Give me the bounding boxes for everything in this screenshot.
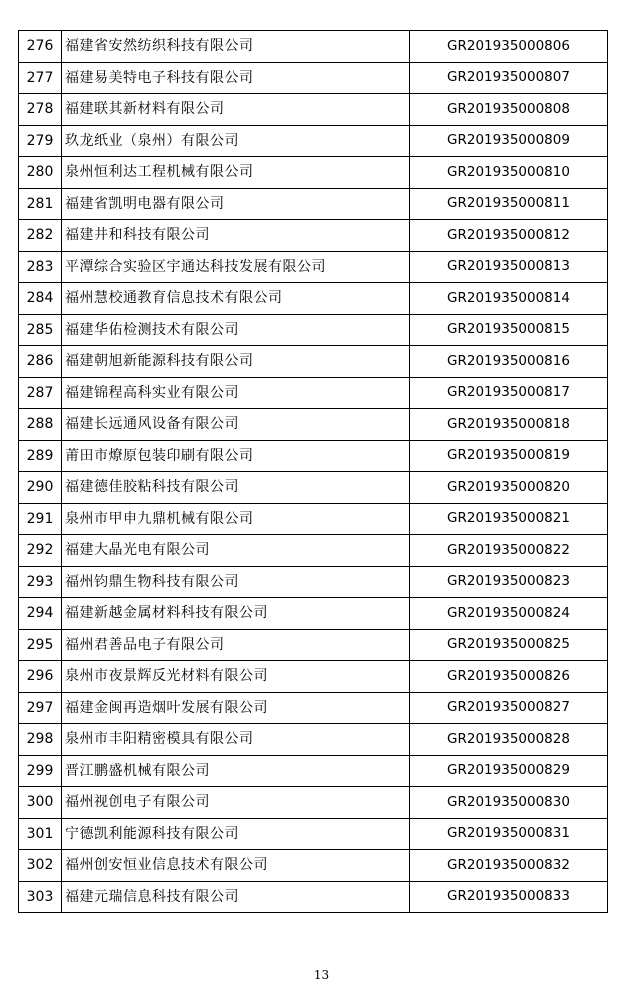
- table-row: [19, 220, 608, 252]
- company-name: 福建省凯明电器有限公司: [62, 188, 410, 220]
- row-number: 293: [19, 566, 62, 598]
- table-row: [19, 409, 608, 441]
- certificate-number: GR201935000817: [410, 377, 608, 409]
- table-row: [19, 157, 608, 189]
- company-name: 福建井和科技有限公司: [62, 220, 410, 252]
- certificate-number: GR201935000816: [410, 346, 608, 378]
- certificate-number: GR201935000822: [410, 535, 608, 567]
- row-number: 279: [19, 125, 62, 157]
- row-number: 280: [19, 157, 62, 189]
- row-number: 278: [19, 94, 62, 126]
- row-number: 286: [19, 346, 62, 378]
- row-number: 298: [19, 724, 62, 756]
- company-name: 莆田市燎原包装印刷有限公司: [62, 440, 410, 472]
- row-number: 294: [19, 598, 62, 630]
- company-name: 福建金闽再造烟叶发展有限公司: [62, 692, 410, 724]
- certificate-number: GR201935000815: [410, 314, 608, 346]
- certificate-number: GR201935000819: [410, 440, 608, 472]
- certificate-number: GR201935000807: [410, 62, 608, 94]
- certificate-number: GR201935000809: [410, 125, 608, 157]
- table-row: [19, 283, 608, 315]
- certificate-number: GR201935000827: [410, 692, 608, 724]
- company-name: 宁德凯利能源科技有限公司: [62, 818, 410, 850]
- certificate-number: GR201935000830: [410, 787, 608, 819]
- table-row: [19, 314, 608, 346]
- company-name: 福建元瑞信息科技有限公司: [62, 881, 410, 913]
- row-number: 290: [19, 472, 62, 504]
- company-name: 福建联其新材料有限公司: [62, 94, 410, 126]
- row-number: 292: [19, 535, 62, 567]
- table-row: [19, 850, 608, 882]
- company-name: 福建朝旭新能源科技有限公司: [62, 346, 410, 378]
- company-name: 福州慧校通教育信息技术有限公司: [62, 283, 410, 315]
- row-number: 276: [19, 31, 62, 63]
- certificate-number: GR201935000808: [410, 94, 608, 126]
- company-name: 福州君善品电子有限公司: [62, 629, 410, 661]
- table-row: [19, 472, 608, 504]
- company-name: 泉州恒利达工程机械有限公司: [62, 157, 410, 189]
- certificate-number: GR201935000812: [410, 220, 608, 252]
- certificate-number: GR201935000831: [410, 818, 608, 850]
- row-number: 288: [19, 409, 62, 441]
- table-row: [19, 251, 608, 283]
- company-name: 福建德佳胶粘科技有限公司: [62, 472, 410, 504]
- table-row: [19, 125, 608, 157]
- table-row: [19, 31, 608, 63]
- table-row: [19, 566, 608, 598]
- certificate-number: GR201935000810: [410, 157, 608, 189]
- company-name: 福建锦程高科实业有限公司: [62, 377, 410, 409]
- table-row: [19, 188, 608, 220]
- row-number: 300: [19, 787, 62, 819]
- row-number: 297: [19, 692, 62, 724]
- company-name: 福建大晶光电有限公司: [62, 535, 410, 567]
- row-number: 302: [19, 850, 62, 882]
- table-row: [19, 629, 608, 661]
- table-row: [19, 346, 608, 378]
- row-number: 303: [19, 881, 62, 913]
- company-name: 福建省安然纺织科技有限公司: [62, 31, 410, 63]
- company-name: 晋江鹏盛机械有限公司: [62, 755, 410, 787]
- table-row: [19, 755, 608, 787]
- row-number: 295: [19, 629, 62, 661]
- table-row: [19, 377, 608, 409]
- table-row: [19, 94, 608, 126]
- row-number: 299: [19, 755, 62, 787]
- certificate-number: GR201935000825: [410, 629, 608, 661]
- table-row: [19, 692, 608, 724]
- company-name: 平潭综合实验区宇通达科技发展有限公司: [62, 251, 410, 283]
- table-row: [19, 503, 608, 535]
- company-name: 福州钧鼎生物科技有限公司: [62, 566, 410, 598]
- table-row: [19, 440, 608, 472]
- certificate-number: GR201935000829: [410, 755, 608, 787]
- certificate-number: GR201935000821: [410, 503, 608, 535]
- certificate-number: GR201935000828: [410, 724, 608, 756]
- row-number: 284: [19, 283, 62, 315]
- row-number: 301: [19, 818, 62, 850]
- certificate-number: GR201935000832: [410, 850, 608, 882]
- company-name: 泉州市夜景辉反光材料有限公司: [62, 661, 410, 693]
- company-list-body: [19, 31, 608, 913]
- row-number: 282: [19, 220, 62, 252]
- company-name: 福建华佑检测技术有限公司: [62, 314, 410, 346]
- row-number: 296: [19, 661, 62, 693]
- company-name: 泉州市甲申九鼎机械有限公司: [62, 503, 410, 535]
- row-number: 281: [19, 188, 62, 220]
- table-row: [19, 535, 608, 567]
- company-name: 福州创安恒业信息技术有限公司: [62, 850, 410, 882]
- company-name: 福建新越金属材料科技有限公司: [62, 598, 410, 630]
- certificate-number: GR201935000824: [410, 598, 608, 630]
- certificate-number: GR201935000820: [410, 472, 608, 504]
- table-row: [19, 661, 608, 693]
- row-number: 283: [19, 251, 62, 283]
- certificate-number: GR201935000823: [410, 566, 608, 598]
- table-row: [19, 818, 608, 850]
- table-row: [19, 598, 608, 630]
- table-row: [19, 62, 608, 94]
- certificate-number: GR201935000818: [410, 409, 608, 441]
- row-number: 291: [19, 503, 62, 535]
- row-number: 277: [19, 62, 62, 94]
- row-number: 285: [19, 314, 62, 346]
- certificate-number: GR201935000814: [410, 283, 608, 315]
- company-name: 福州视创电子有限公司: [62, 787, 410, 819]
- certificate-number: GR201935000833: [410, 881, 608, 913]
- certificate-number: GR201935000806: [410, 31, 608, 63]
- table-row: [19, 787, 608, 819]
- company-name: 福建长远通风设备有限公司: [62, 409, 410, 441]
- company-name: 福建易美特电子科技有限公司: [62, 62, 410, 94]
- row-number: 289: [19, 440, 62, 472]
- page-number: 13: [313, 968, 330, 982]
- certificate-number: GR201935000813: [410, 251, 608, 283]
- table-row: [19, 724, 608, 756]
- table-row: [19, 881, 608, 913]
- company-name: 泉州市丰阳精密模具有限公司: [62, 724, 410, 756]
- company-name: 玖龙纸业（泉州）有限公司: [62, 125, 410, 157]
- row-number: 287: [19, 377, 62, 409]
- certificate-number: GR201935000811: [410, 188, 608, 220]
- certificate-number: GR201935000826: [410, 661, 608, 693]
- company-list-table: [18, 30, 608, 913]
